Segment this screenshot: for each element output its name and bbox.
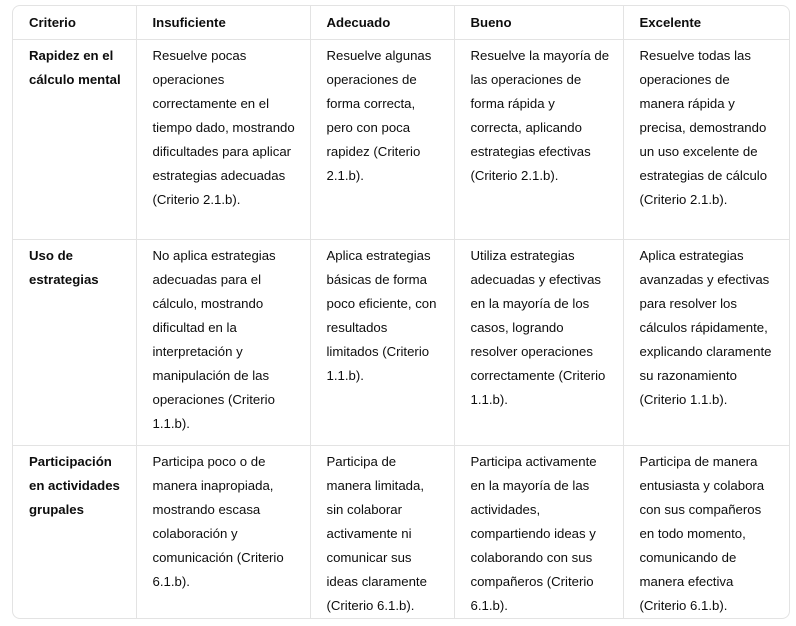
cell-bueno: Resuelve la mayoría de las operaciones de forma rápida y correcta, aplicando estrategias efectivas (Criterio 2.1.b). <box>454 40 623 240</box>
row-criterion: Rapidez en el cálculo mental <box>13 40 136 240</box>
rubric-table <box>13 6 790 619</box>
cell-adecuado: Participa de manera limitada, sin colaborar activamente ni comunicar sus ideas claramente (Criterio 6.1.b). <box>310 446 454 620</box>
table-row <box>13 446 790 620</box>
table-row <box>13 40 790 240</box>
cell-bueno: Utiliza estrategias adecuadas y efectivas en la mayoría de los casos, logrando resolver operaciones correctamente (Criterio 1.1.b). <box>454 240 623 446</box>
cell-insuficiente: No aplica estrategias adecuadas para el cálculo, mostrando dificultad en la interpretación y manipulación de las operaciones (Criterio 1.1.b). <box>136 240 310 446</box>
row-criterion: Uso de estrategias <box>13 240 136 446</box>
cell-excelente: Participa de manera entusiasta y colabora con sus compañeros en todo momento, comunicando de manera efectiva (Criterio 6.1.b). <box>639 454 765 613</box>
cell-adecuado: Resuelve algunas operaciones de forma correcta, pero con poca rapidez (Criterio 2.1.b). <box>310 40 454 240</box>
row-criterion: Participación en actividades grupales <box>13 446 136 620</box>
header-insuficiente: Insuficiente <box>136 6 310 40</box>
table-header-row <box>13 6 790 40</box>
cell-excelente: Aplica estrategias avanzadas y efectivas para resolver los cálculos rápidamente, explicando claramente su razonamiento (Criterio 1.1.b). <box>623 240 790 446</box>
header-excelente: Excelente <box>623 6 790 40</box>
cell-excelente: Resuelve todas las operaciones de manera rápida y precisa, demostrando un uso excelente de estrategias de cálculo (Criterio 2.1.b). <box>623 40 790 240</box>
table-row <box>13 240 790 446</box>
header-criterio: Criterio <box>13 6 136 40</box>
cell-adecuado: Aplica estrategias básicas de forma poco eficiente, con resultados limitados (Criterio 1.1.b). <box>310 240 454 446</box>
cell-insuficiente: Participa poco o de manera inapropiada, mostrando escasa colaboración y comunicación (Criterio 6.1.b). <box>136 446 310 620</box>
cell-bueno: Participa activamente en la mayoría de las actividades, compartiendo ideas y colaborando con sus compañeros (Criterio 6.1.b). <box>454 446 623 620</box>
rubric-table-container <box>12 5 790 619</box>
cell-insuficiente: Resuelve pocas operaciones correctamente en el tiempo dado, mostrando dificultades para aplicar estrategias adecuadas (Criterio 2.1.b). <box>136 40 310 240</box>
header-adecuado: Adecuado <box>310 6 454 40</box>
header-bueno: Bueno <box>454 6 623 40</box>
